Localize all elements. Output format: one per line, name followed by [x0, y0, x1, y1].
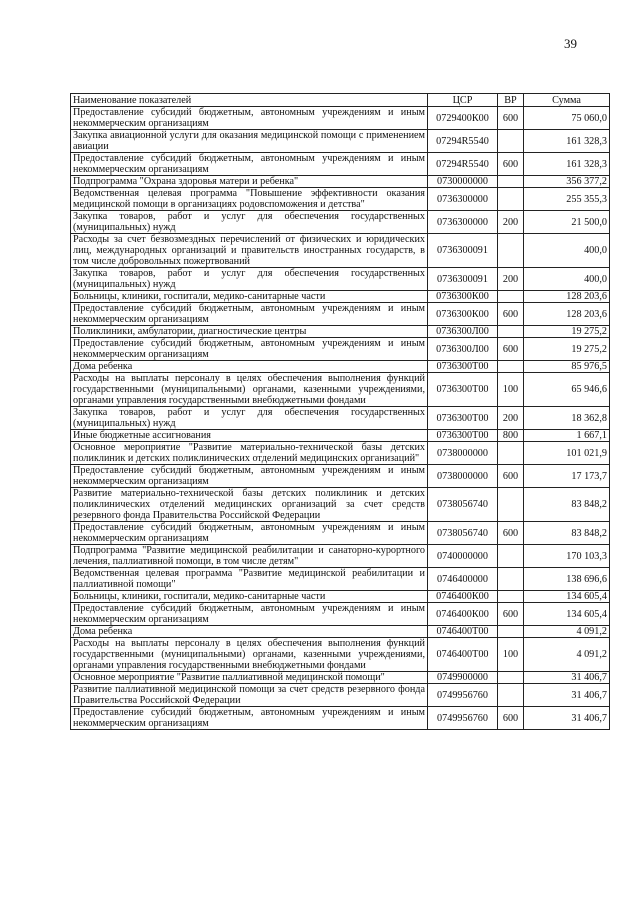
table-row	[71, 568, 610, 591]
row-vr	[498, 130, 524, 153]
row-sum: 4 091,2	[524, 638, 610, 672]
table-row	[71, 153, 610, 176]
row-csr: 0736300Т00	[428, 361, 498, 373]
table-row	[71, 707, 610, 730]
row-sum: 31 406,7	[524, 684, 610, 707]
row-name: Закупка товаров, работ и услуг для обеспечения государственных (муниципальных) нужд	[71, 407, 428, 430]
table-row	[71, 188, 610, 211]
table-row	[71, 291, 610, 303]
row-name: Подпрограмма "Развитие медицинской реабилитации и санаторно-курортного лечения, паллиативной помощи, в том числе детям"	[71, 545, 428, 568]
table-body	[71, 107, 610, 730]
row-name: Дома ребенка	[71, 626, 428, 638]
row-csr: 0736300091	[428, 268, 498, 291]
row-csr: 0736300Т00	[428, 373, 498, 407]
table-row	[71, 430, 610, 442]
row-csr: 0730000000	[428, 176, 498, 188]
row-vr	[498, 442, 524, 465]
row-name: Предоставление субсидий бюджетным, автономным учреждениям и иным некоммерческим организациям	[71, 338, 428, 361]
row-vr: 200	[498, 211, 524, 234]
row-name: Больницы, клиники, госпитали, медико-санитарные части	[71, 291, 428, 303]
row-csr: 0746400К00	[428, 603, 498, 626]
table-row	[71, 465, 610, 488]
row-vr	[498, 684, 524, 707]
row-vr: 100	[498, 373, 524, 407]
row-sum: 134 605,4	[524, 591, 610, 603]
table-row	[71, 211, 610, 234]
row-csr: 0749956760	[428, 707, 498, 730]
row-vr: 600	[498, 465, 524, 488]
row-vr	[498, 234, 524, 268]
row-sum: 1 667,1	[524, 430, 610, 442]
row-sum: 400,0	[524, 234, 610, 268]
row-csr: 0749900000	[428, 672, 498, 684]
row-csr: 0736300Л00	[428, 326, 498, 338]
row-sum: 19 275,2	[524, 326, 610, 338]
header-sum: Сумма	[524, 94, 610, 107]
row-name: Дома ребенка	[71, 361, 428, 373]
row-sum: 4 091,2	[524, 626, 610, 638]
row-vr: 600	[498, 603, 524, 626]
row-name: Предоставление субсидий бюджетным, автономным учреждениям и иным некоммерческим организациям	[71, 107, 428, 130]
row-name: Закупка авиационной услуги для оказания медицинской помощи с применением авиации	[71, 130, 428, 153]
table-row	[71, 591, 610, 603]
row-vr: 600	[498, 338, 524, 361]
row-csr: 07294R5540	[428, 153, 498, 176]
row-name: Иные бюджетные ассигнования	[71, 430, 428, 442]
table-row	[71, 603, 610, 626]
table-header-row	[71, 94, 610, 107]
row-sum: 31 406,7	[524, 672, 610, 684]
row-vr: 600	[498, 522, 524, 545]
row-sum: 170 103,3	[524, 545, 610, 568]
table-row	[71, 176, 610, 188]
row-sum: 128 203,6	[524, 303, 610, 326]
row-vr	[498, 361, 524, 373]
row-csr: 0738056740	[428, 488, 498, 522]
table-row	[71, 338, 610, 361]
row-csr: 0740000000	[428, 545, 498, 568]
row-csr: 0736300Т00	[428, 430, 498, 442]
row-name: Ведомственная целевая программа "Повышение эффективности оказания медицинской помощи в организациях родовспоможения и детства"	[71, 188, 428, 211]
row-vr: 600	[498, 303, 524, 326]
row-csr: 0738000000	[428, 465, 498, 488]
row-sum: 17 173,7	[524, 465, 610, 488]
table-row	[71, 303, 610, 326]
table-row	[71, 522, 610, 545]
row-vr: 200	[498, 407, 524, 430]
row-sum: 138 696,6	[524, 568, 610, 591]
table-row	[71, 373, 610, 407]
row-sum: 75 060,0	[524, 107, 610, 130]
row-csr: 0749956760	[428, 684, 498, 707]
row-csr: 0736300091	[428, 234, 498, 268]
row-sum: 65 946,6	[524, 373, 610, 407]
row-csr: 07294R5540	[428, 130, 498, 153]
row-sum: 31 406,7	[524, 707, 610, 730]
table-row	[71, 638, 610, 672]
row-name: Поликлиники, амбулатории, диагностические центры	[71, 326, 428, 338]
table-row	[71, 626, 610, 638]
table-row	[71, 234, 610, 268]
table-row	[71, 684, 610, 707]
row-name: Предоставление субсидий бюджетным, автономным учреждениям и иным некоммерческим организациям	[71, 603, 428, 626]
row-sum: 356 377,2	[524, 176, 610, 188]
row-sum: 128 203,6	[524, 291, 610, 303]
header-name: Наименование показателей	[71, 94, 428, 107]
row-name: Развитие материально-технической базы детских поликлиник и детских поликлинических отделений медицинских организаций за счет средств резервного фонда Правительства Российской Федерации	[71, 488, 428, 522]
row-sum: 161 328,3	[524, 130, 610, 153]
budget-table	[70, 93, 610, 730]
row-vr	[498, 626, 524, 638]
table-row	[71, 361, 610, 373]
row-sum: 85 976,5	[524, 361, 610, 373]
row-vr: 100	[498, 638, 524, 672]
row-name: Предоставление субсидий бюджетным, автономным учреждениям и иным некоммерческим организациям	[71, 522, 428, 545]
row-csr: 0746400К00	[428, 591, 498, 603]
row-csr: 0736300Т00	[428, 407, 498, 430]
row-vr	[498, 591, 524, 603]
row-sum: 161 328,3	[524, 153, 610, 176]
row-name: Закупка товаров, работ и услуг для обеспечения государственных (муниципальных) нужд	[71, 211, 428, 234]
table-row	[71, 442, 610, 465]
row-csr: 0729400К00	[428, 107, 498, 130]
table-row	[71, 407, 610, 430]
row-vr: 600	[498, 107, 524, 130]
row-vr	[498, 672, 524, 684]
row-vr: 200	[498, 268, 524, 291]
row-vr: 600	[498, 153, 524, 176]
row-csr: 0746400Т00	[428, 626, 498, 638]
table-row	[71, 488, 610, 522]
row-csr: 0738000000	[428, 442, 498, 465]
row-sum: 400,0	[524, 268, 610, 291]
row-name: Подпрограмма "Охрана здоровья матери и ребенка"	[71, 176, 428, 188]
row-vr	[498, 568, 524, 591]
header-csr: ЦСР	[428, 94, 498, 107]
row-name: Закупка товаров, работ и услуг для обеспечения государственных (муниципальных) нужд	[71, 268, 428, 291]
row-name: Расходы на выплаты персоналу в целях обеспечения выполнения функций государственными (муниципальными) органами, казенными учреждениями, органами управления государственными внебюджетными фондами	[71, 638, 428, 672]
row-vr	[498, 326, 524, 338]
row-sum: 21 500,0	[524, 211, 610, 234]
table-row	[71, 107, 610, 130]
row-name: Предоставление субсидий бюджетным, автономным учреждениям и иным некоммерческим организациям	[71, 707, 428, 730]
row-csr: 0736300К00	[428, 303, 498, 326]
row-csr: 0746400000	[428, 568, 498, 591]
row-csr: 0736300К00	[428, 291, 498, 303]
row-name: Предоставление субсидий бюджетным, автономным учреждениям и иным некоммерческим организациям	[71, 303, 428, 326]
row-vr	[498, 488, 524, 522]
row-vr	[498, 188, 524, 211]
row-sum: 18 362,8	[524, 407, 610, 430]
row-vr	[498, 176, 524, 188]
table-row	[71, 672, 610, 684]
header-vr: ВР	[498, 94, 524, 107]
table-row	[71, 268, 610, 291]
row-csr: 0736300000	[428, 211, 498, 234]
row-name: Развитие паллиативной медицинской помощи за счет средств резервного фонда Правительства Российской Федерации	[71, 684, 428, 707]
row-csr: 0736300000	[428, 188, 498, 211]
row-name: Основное мероприятие "Развитие материально-технической базы детских поликлиник и детских поликлинических отделений медицинских организаций"	[71, 442, 428, 465]
row-vr	[498, 291, 524, 303]
row-name: Расходы на выплаты персоналу в целях обеспечения выполнения функций государственными (муниципальными) органами, казенными учреждениями, органами управления государственными внебюджетными фондами	[71, 373, 428, 407]
row-sum: 19 275,2	[524, 338, 610, 361]
row-name: Основное мероприятие "Развитие паллиативной медицинской помощи"	[71, 672, 428, 684]
row-vr	[498, 545, 524, 568]
table-row	[71, 326, 610, 338]
row-sum: 134 605,4	[524, 603, 610, 626]
row-name: Предоставление субсидий бюджетным, автономным учреждениям и иным некоммерческим организациям	[71, 153, 428, 176]
row-name: Ведомственная целевая программа "Развитие медицинской реабилитации и паллиативной помощи"	[71, 568, 428, 591]
row-name: Больницы, клиники, госпитали, медико-санитарные части	[71, 591, 428, 603]
row-name: Расходы за счет безвозмездных перечислений от физических и юридических лиц, международных организаций и правительств иностранных государств, в том числе добровольных пожертвований	[71, 234, 428, 268]
row-name: Предоставление субсидий бюджетным, автономным учреждениям и иным некоммерческим организациям	[71, 465, 428, 488]
table-row	[71, 130, 610, 153]
row-sum: 83 848,2	[524, 522, 610, 545]
page-number: 39	[564, 36, 577, 51]
row-sum: 83 848,2	[524, 488, 610, 522]
row-csr: 0736300Л00	[428, 338, 498, 361]
row-csr: 0738056740	[428, 522, 498, 545]
row-csr: 0746400Т00	[428, 638, 498, 672]
row-sum: 101 021,9	[524, 442, 610, 465]
row-vr: 600	[498, 707, 524, 730]
row-vr: 800	[498, 430, 524, 442]
row-sum: 255 355,3	[524, 188, 610, 211]
table-row	[71, 545, 610, 568]
